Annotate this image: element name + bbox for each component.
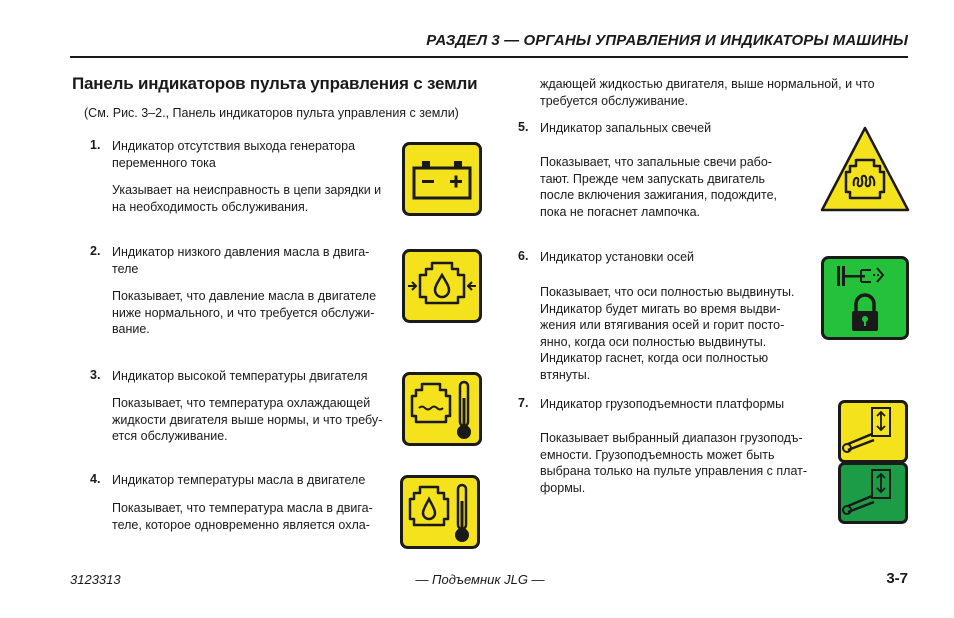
footer-center-text: — Подъемник JLG — [415,572,545,587]
item-number: 7. [518,396,529,410]
item-number: 3. [90,368,101,382]
item-title: Индикатор низкого давления масла в двига- теле [112,245,370,276]
axle-lock-icon [821,256,909,340]
section-header-title: РАЗДЕЛ 3 — ОРГАНЫ УПРАВЛЕНИЯ И ИНДИКАТОРЫ МАШИНЫ [426,32,908,49]
item-number: 1. [90,138,101,152]
item-number: 2. [90,244,101,258]
item-number: 5. [518,120,529,134]
item-title: Индикатор высокой температуры двигателя [112,369,368,383]
glow-plug-icon [818,124,912,214]
item-description: Показывает, что температура охлаждающей жидкости двигателя выше нормы, и что требу- ется обслуживание. [112,396,383,443]
item-title: Индикатор отсутствия выхода генератора переменного тока [112,139,356,170]
item-number: 4. [90,472,101,486]
platform-capacity-icon [838,400,908,524]
item-description: Показывает, что оси полностью выдвинуты. Индикатор будет мигать во время выдви- жения или втягивания осей и горит посто- янно, когда оси полностью выдвинуты. Индикатор гаснет, когда оси полностью втянуты. [540,285,795,382]
page-number: 3-7 [886,570,908,587]
item-description: Показывает, что запальные свечи рабо- тают. Прежде чем запускать двигатель после включения зажигания, подождите, пока не погаснет лампочка. [540,155,777,219]
oil-pressure-icon [402,249,482,323]
header-divider [70,56,908,58]
item-4-description-continued: ждающей жидкостью двигателя, выше нормальной, и что требуется обслуживание. [540,77,875,108]
figure-reference: (См. Рис. 3–2., Панель индикаторов пульта управления с земли) [84,106,459,120]
item-description: Показывает выбранный диапазон грузоподъ- емности. Грузоподъемность может быть выбрана только на пульте управления с плат- формы. [540,431,808,495]
coolant-temperature-icon [402,372,482,446]
item-description: Показывает, что температура масла в двига- теле, которое одновременно является охла- [112,501,373,532]
page-title: Панель индикаторов пульта управления с земли [72,74,478,93]
battery-icon [402,142,482,216]
item-number: 6. [518,249,529,263]
item-title: Индикатор грузоподъемности платформы [540,397,785,411]
item-title: Индикатор температуры масла в двигателе [112,473,366,487]
item-description: Показывает, что давление масла в двигателе ниже нормального, и что требуется обслужи- вание. [112,289,377,336]
oil-temperature-icon [400,475,480,549]
item-title: Индикатор запальных свечей [540,121,712,135]
item-description: Указывает на неисправность в цепи зарядки и на необходимость обслуживания. [112,183,382,214]
item-title: Индикатор установки осей [540,250,694,264]
footer-doc-number: 3123313 [70,572,121,587]
